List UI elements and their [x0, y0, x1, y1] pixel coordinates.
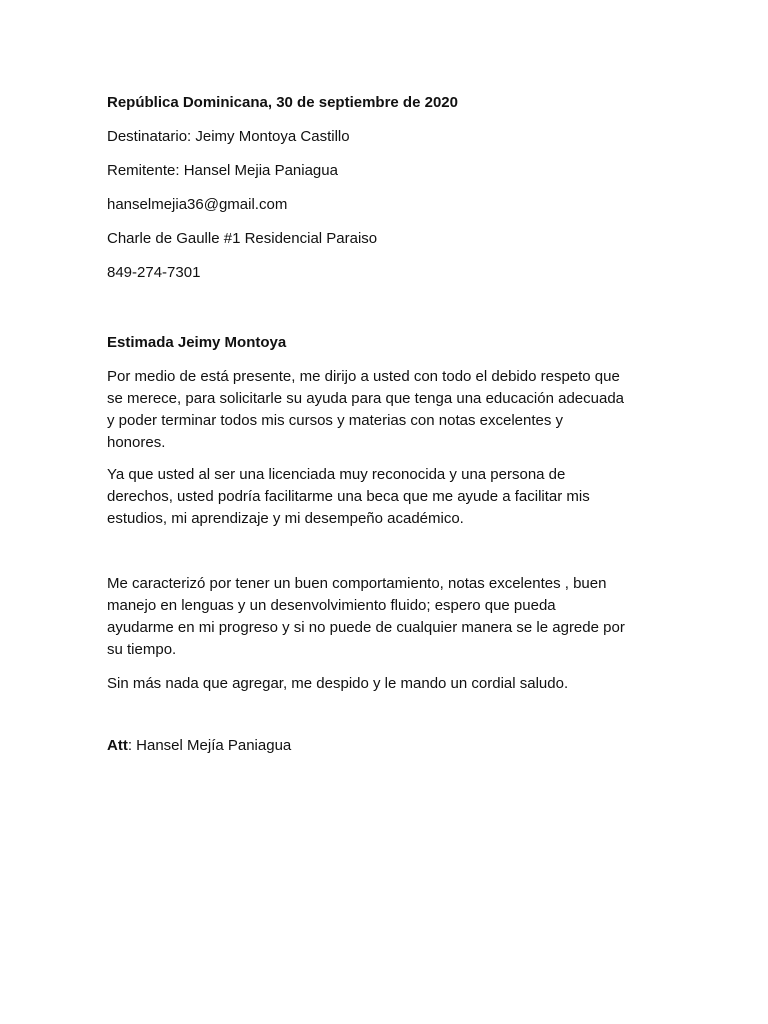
paragraph-2-line: Ya que usted al ser una licenciada muy reconocida y una persona de — [107, 466, 566, 483]
date-line: República Dominicana, 30 de septiembre de 2020 — [107, 94, 458, 111]
phone-line: 849-274-7301 — [107, 264, 201, 281]
paragraph-3 — [107, 573, 667, 661]
paragraph-1 — [107, 366, 667, 454]
greeting: Estimada Jeimy Montoya — [107, 334, 287, 351]
paragraph-1-line: y poder terminar todos mis cursos y materias con notas excelentes y — [107, 412, 564, 429]
closing-line: Sin más nada que agregar, me despido y le mando un cordial saludo. — [107, 675, 569, 692]
paragraph-3-line: manejo en lenguas y un desenvolvimiento fluido; espero que pueda — [107, 597, 556, 614]
paragraph-2-line: derechos, usted podría facilitarme una beca que me ayude a facilitar mis — [107, 488, 590, 505]
signature-name: : Hansel Mejía Paniagua — [127, 737, 292, 754]
paragraph-1-line: honores. — [107, 434, 166, 451]
address-line: Charle de Gaulle #1 Residencial Paraiso — [107, 230, 378, 247]
paragraph-3-line: su tiempo. — [107, 641, 177, 658]
sender-line: Remitente: Hansel Mejia Paniagua — [107, 162, 338, 179]
email-line: hanselmejia36@gmail.com — [107, 196, 288, 213]
paragraph-1-line: Por medio de está presente, me dirijo a usted con todo el debido respeto que — [107, 368, 620, 385]
paragraph-2 — [107, 464, 667, 530]
paragraph-1-line: se merece, para solicitarle su ayuda para que tenga una educación adecuada — [107, 390, 625, 407]
signature-line — [107, 736, 291, 756]
paragraph-3-line: ayudarme en mi progreso y si no puede de cualquier manera se le agrede por — [107, 619, 625, 636]
paragraph-3-line: Me caracterizó por tener un buen comportamiento, notas excelentes , buen — [107, 575, 607, 592]
signature-label: Att — [107, 737, 128, 754]
recipient-line: Destinatario: Jeimy Montoya Castillo — [107, 128, 350, 145]
paragraph-2-line: estudios, mi aprendizaje y mi desempeño académico. — [107, 510, 464, 527]
